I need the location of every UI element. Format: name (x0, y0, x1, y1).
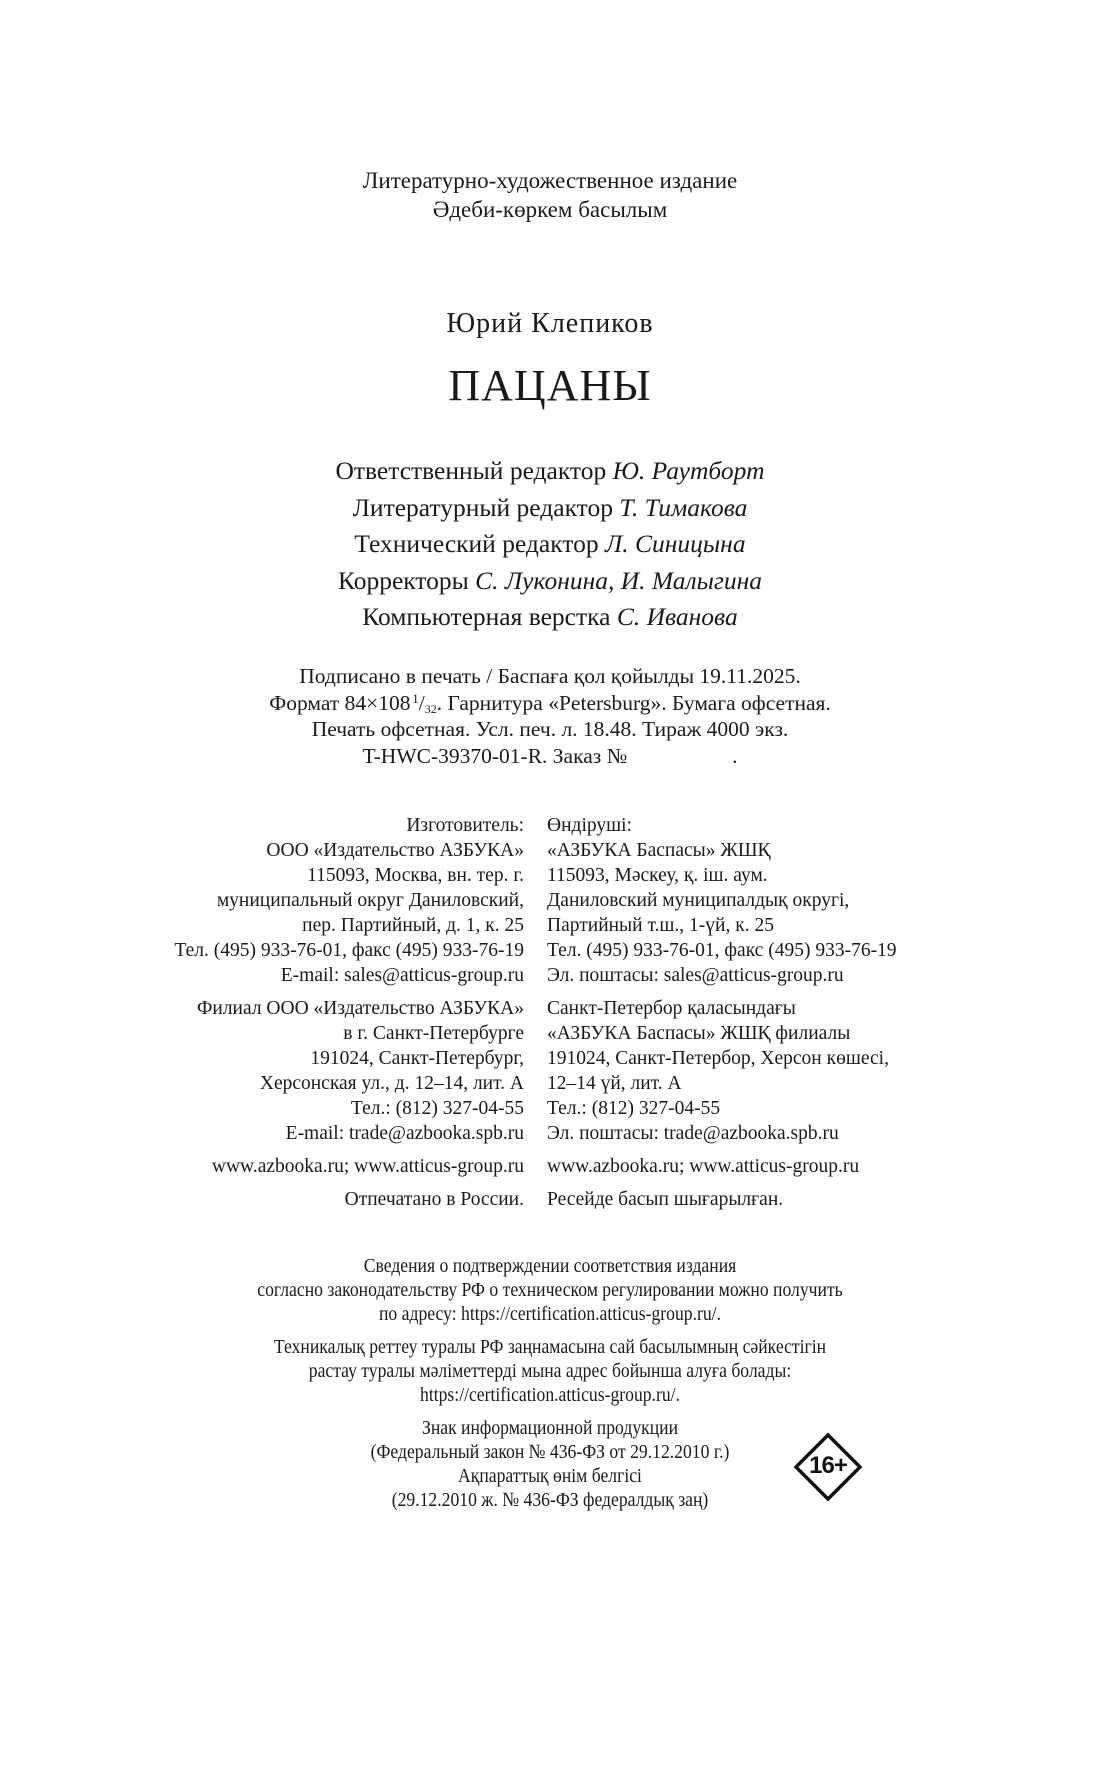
credit-name: С. Луконина, И. Малыгина (475, 566, 763, 595)
credit-name: С. Иванова (616, 602, 738, 631)
genre-kz: Әдеби-көркем басылым (432, 197, 668, 222)
manufacturer-phone: Тел. (495) 933-76-01, факс (495) 933-76-19 (547, 940, 897, 961)
branch-address-line: Херсонская ул., д. 12–14, лит. А (259, 1073, 524, 1094)
genre-ru: Литературно-художественное издание (362, 168, 738, 193)
branch-phone: Тел.: (812) 327-04-55 (547, 1098, 721, 1119)
credit-role: Компьютерная верстка (362, 602, 611, 631)
format-line: Формат 84×108 $^1/_{32}$. Гарнитура «Petersburg». Бумага офсетная. (269, 691, 831, 716)
branch-address-line: 12–14 үй, лит. А (547, 1073, 682, 1094)
branch-company: «АЗБУКА Баспасы» ЖШҚ филиалы (547, 1023, 851, 1044)
branch-email: E-mail: trade@azbooka.spb.ru (285, 1123, 524, 1144)
credit-line (0, 602, 1100, 632)
order-line (0, 744, 1100, 769)
credit-role: Технический редактор (354, 529, 599, 558)
credit-line (0, 566, 1100, 596)
manufacturer-address-line: 115093, Москва, вн. тер. г. (307, 865, 524, 886)
order-number: T-HWC-39370-01-R. Заказ № (362, 744, 628, 768)
branch-city: Санкт-Петербор қаласындағы (547, 998, 796, 1019)
certification-ru-line: согласно законодательству РФ о техническом регулировании можно получить (257, 1279, 843, 1301)
format-suffix: . Гарнитура «Petersburg». Бумага офсетная. (436, 691, 831, 715)
manufacturer-address-line: Даниловский муниципалдық округі, (547, 890, 850, 911)
manufacturer-email: Эл. поштасы: sales@atticus-group.ru (547, 965, 844, 986)
credit-line (0, 529, 1100, 559)
credit-role: Литературный редактор (352, 493, 613, 522)
manufacturer-address-line: 115093, Мәскеу, қ. іш. аум. (547, 865, 768, 886)
branch-company: Филиал ООО «Издательство АЗБУКА» (196, 998, 524, 1019)
manufacturer-phone: Тел. (495) 933-76-01, факс (495) 933-76-19 (174, 940, 524, 961)
format-fraction-numerator: 1 (412, 691, 419, 706)
manufacturer-address-line: пер. Партийный, д. 1, к. 25 (302, 915, 524, 936)
book-title: ПАЦАНЫ (448, 361, 652, 410)
certification-ru-url: по адресу: https://certification.atticus-group.ru/. (378, 1303, 721, 1325)
manufacturer-address-line: Партийный т.ш., 1-үй, к. 25 (547, 915, 774, 936)
info-sign-line: (Федеральный закон № 436-ФЗ от 29.12.2010 г.) (370, 1441, 730, 1463)
info-sign-line: (29.12.2010 ж. № 436-ФЗ федералдық заң) (391, 1489, 709, 1511)
certification-kz-line: Техникалық реттеу туралы РФ заңнамасына сай басылымның сәйкестігін (273, 1336, 827, 1358)
branch-address-line: 191024, Санкт-Петербор, Херсон көшесі, (547, 1048, 889, 1069)
manufacturer-ru (174, 813, 524, 1212)
format-prefix: Формат 84×108 (269, 691, 411, 715)
credit-line (0, 456, 1100, 486)
credit-name: Ю. Раутборт (612, 456, 765, 485)
format-fraction-denominator: 32 (424, 702, 437, 716)
manufacturer-label: Изготовитель: (406, 815, 524, 836)
age-rating-badge (793, 1432, 863, 1502)
manufacturer-company: ООО «Издательство АЗБУКА» (266, 840, 524, 861)
book-author: Юрий Клепиков (446, 308, 654, 339)
credit-line (0, 493, 1100, 523)
manufacturer-label: Өндіруші: (547, 815, 632, 836)
certification-ru-line: Сведения о подтверждении соответствия издания (363, 1255, 737, 1277)
websites: www.azbooka.ru; www.atticus-group.ru (547, 1156, 860, 1177)
credit-role: Ответственный редактор (335, 456, 607, 485)
branch-address-line: 191024, Санкт-Петербург, (310, 1048, 524, 1069)
manufacturer-email: E-mail: sales@atticus-group.ru (280, 965, 524, 986)
printed-in: Ресейде басып шығарылған. (547, 1189, 784, 1210)
branch-email: Эл. поштасы: trade@azbooka.spb.ru (547, 1123, 839, 1144)
printing-line: Печать офсетная. Усл. печ. л. 18.48. Тираж 4000 экз. (311, 717, 789, 741)
manufacturer-kz (547, 813, 897, 1212)
credit-name: Л. Синицына (604, 529, 746, 558)
info-sign-line: Ақпараттық өнім белгісі (458, 1465, 642, 1487)
websites: www.azbooka.ru; www.atticus-group.ru (211, 1156, 524, 1177)
branch-phone: Тел.: (812) 327-04-55 (350, 1098, 524, 1119)
credit-role: Корректоры (337, 566, 469, 595)
manufacturer-company: «АЗБУКА Баспасы» ЖШҚ (547, 840, 771, 861)
certification-kz-url: https://certification.atticus-group.ru/. (420, 1384, 680, 1406)
credit-name: Т. Тимакова (619, 493, 748, 522)
printed-in: Отпечатано в России. (344, 1189, 524, 1210)
manufacturer-address-line: муниципальный округ Даниловский, (216, 890, 524, 911)
info-sign-line: Знак информационной продукции (421, 1417, 679, 1439)
age-rating-label: 16+ (809, 1452, 847, 1479)
branch-city: в г. Санкт-Петербурге (343, 1023, 524, 1044)
signed-to-print: Подписано в печать / Баспаға қол қойылды 19.11.2025. (299, 664, 801, 688)
certification-kz-line: растау туралы мәліметтерді мына адрес бойынша алуға болады: (308, 1360, 792, 1382)
order-blank: . (732, 744, 738, 768)
